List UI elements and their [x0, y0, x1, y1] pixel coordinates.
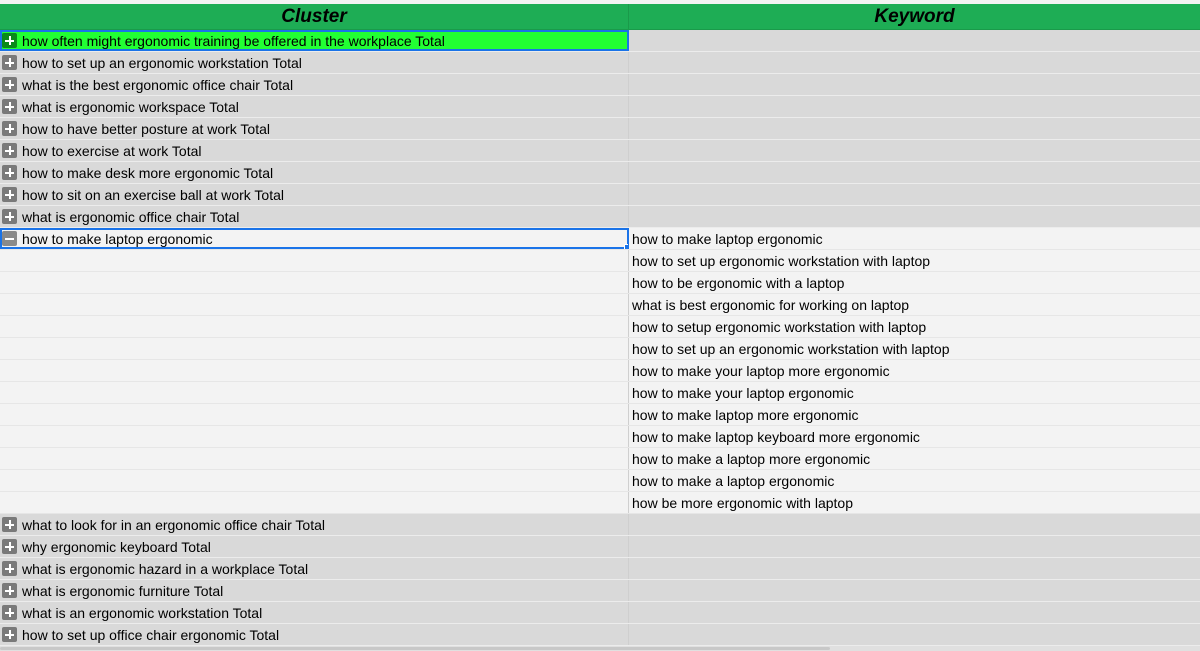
expand-group-plus-icon[interactable] [2, 605, 17, 620]
cluster-total-row [0, 74, 1200, 96]
scrollbar-thumb[interactable] [0, 647, 830, 650]
keyword-row [0, 360, 1200, 382]
keyword-cell[interactable]: how to make laptop ergonomic [632, 230, 823, 247]
expand-group-plus-icon[interactable] [2, 561, 17, 576]
keyword-cell[interactable]: how to set up an ergonomic workstation with laptop [632, 340, 950, 357]
fill-handle[interactable] [624, 244, 629, 249]
cluster-cell[interactable] [0, 558, 629, 579]
cluster-total-row [0, 52, 1200, 74]
collapse-group-minus-icon[interactable] [2, 231, 17, 246]
cluster-cell[interactable] [0, 250, 629, 271]
keyword-cell[interactable] [629, 96, 1200, 117]
cluster-cell[interactable] [0, 294, 629, 315]
cluster-cell[interactable] [0, 492, 629, 513]
cluster-label: what is the best ergonomic office chair Total [22, 76, 294, 93]
cluster-cell[interactable] [0, 228, 629, 249]
keyword-row [0, 382, 1200, 404]
keyword-cell[interactable]: what is best ergonomic for working on laptop [632, 296, 910, 313]
expand-group-plus-icon[interactable] [2, 209, 17, 224]
cluster-label: what to look for in an ergonomic office chair Total [22, 516, 325, 533]
keyword-cell[interactable]: how to be ergonomic with a laptop [632, 274, 845, 291]
cluster-total-row [0, 624, 1200, 646]
cluster-total-row [0, 162, 1200, 184]
cluster-cell[interactable] [0, 602, 629, 623]
cluster-total-row [0, 96, 1200, 118]
keyword-row [0, 250, 1200, 272]
expand-group-plus-icon[interactable] [2, 539, 17, 554]
keyword-cell[interactable] [629, 580, 1200, 601]
cluster-total-row [0, 30, 1200, 52]
cluster-cell[interactable] [0, 404, 629, 425]
keyword-cell[interactable] [629, 52, 1200, 73]
cluster-label: how often might ergonomic training be offered in the workplace Total [22, 32, 445, 49]
keyword-cell[interactable] [629, 536, 1200, 557]
cluster-total-row [0, 558, 1200, 580]
cluster-cell[interactable] [0, 316, 629, 337]
cluster-cell[interactable] [0, 382, 629, 403]
header-row [0, 4, 1200, 30]
keyword-cell[interactable] [629, 624, 1200, 645]
cluster-label: what is an ergonomic workstation Total [22, 604, 263, 621]
cluster-total-row [0, 206, 1200, 228]
cluster-total-row [0, 184, 1200, 206]
keyword-cell[interactable]: how to make your laptop ergonomic [632, 384, 854, 401]
cluster-cell[interactable] [0, 184, 629, 205]
keyword-cell[interactable]: how to make your laptop more ergonomic [632, 362, 890, 379]
cluster-label: what is ergonomic office chair Total [22, 208, 240, 225]
cluster-total-row [0, 602, 1200, 624]
cluster-label: how to make desk more ergonomic Total [22, 164, 274, 181]
keyword-row [0, 316, 1200, 338]
cluster-cell[interactable] [0, 118, 629, 139]
expand-group-plus-icon[interactable] [2, 33, 17, 48]
expand-group-plus-icon[interactable] [2, 187, 17, 202]
keyword-cell[interactable] [629, 30, 1200, 51]
cluster-label: what is ergonomic workspace Total [22, 98, 239, 115]
keyword-cell[interactable]: how to make laptop more ergonomic [632, 406, 859, 423]
expand-group-plus-icon[interactable] [2, 517, 17, 532]
cluster-total-row [0, 536, 1200, 558]
column-header-keyword[interactable]: Keyword [874, 5, 955, 27]
keyword-cell[interactable]: how to make laptop keyboard more ergonomic [632, 428, 920, 445]
cluster-total-row [0, 580, 1200, 602]
cluster-cell[interactable] [0, 52, 629, 73]
cluster-cell[interactable] [0, 580, 629, 601]
cluster-label: how to set up office chair ergonomic Total [22, 626, 280, 643]
keyword-row [0, 448, 1200, 470]
cluster-total-row [0, 118, 1200, 140]
cluster-cell[interactable] [0, 162, 629, 183]
keyword-row [0, 404, 1200, 426]
data-rows [0, 30, 1200, 646]
cluster-cell[interactable] [0, 360, 629, 381]
expand-group-plus-icon[interactable] [2, 143, 17, 158]
column-header-cluster[interactable]: Cluster [0, 4, 629, 29]
cluster-cell[interactable] [0, 74, 629, 95]
cluster-cell[interactable] [0, 536, 629, 557]
cluster-label: how to exercise at work Total [22, 142, 202, 159]
cluster-total-row [0, 140, 1200, 162]
cluster-cell[interactable] [0, 96, 629, 117]
keyword-cell[interactable] [629, 514, 1200, 535]
expanded-group-row [0, 228, 1200, 250]
cluster-cell[interactable] [0, 140, 629, 161]
keyword-row [0, 470, 1200, 492]
keyword-cell[interactable] [629, 206, 1200, 227]
cluster-label: how to have better posture at work Total [22, 120, 270, 137]
cluster-label: how to make laptop ergonomic [22, 230, 213, 247]
cluster-cell[interactable] [0, 470, 629, 491]
keyword-cell[interactable]: how to make a laptop more ergonomic [632, 450, 871, 467]
expand-group-plus-icon[interactable] [2, 165, 17, 180]
keyword-cell[interactable] [629, 162, 1200, 183]
spreadsheet-grid [0, 4, 1200, 646]
keyword-cell[interactable]: how to make a laptop ergonomic [632, 472, 835, 489]
keyword-row [0, 426, 1200, 448]
cluster-cell[interactable] [0, 514, 629, 535]
cluster-total-row [0, 514, 1200, 536]
keyword-row [0, 492, 1200, 514]
expand-group-plus-icon[interactable] [2, 55, 17, 70]
keyword-row [0, 272, 1200, 294]
cluster-label: what is ergonomic hazard in a workplace Total [22, 560, 309, 577]
cluster-cell[interactable] [0, 272, 629, 293]
cluster-cell[interactable] [0, 206, 629, 227]
cluster-label: why ergonomic keyboard Total [22, 538, 211, 555]
keyword-row [0, 294, 1200, 316]
cluster-cell[interactable] [0, 624, 629, 645]
keyword-cell[interactable] [629, 118, 1200, 139]
cluster-label: how to sit on an exercise ball at work Total [22, 186, 284, 203]
expand-group-plus-icon[interactable] [2, 627, 17, 642]
keyword-cell[interactable] [629, 74, 1200, 95]
keyword-cell[interactable] [629, 602, 1200, 623]
keyword-cell[interactable] [629, 558, 1200, 579]
keyword-cell[interactable]: how to setup ergonomic workstation with laptop [632, 318, 927, 335]
keyword-cell[interactable] [629, 184, 1200, 205]
keyword-cell[interactable]: how be more ergonomic with laptop [632, 494, 854, 511]
expand-group-plus-icon[interactable] [2, 99, 17, 114]
cluster-label: how to set up an ergonomic workstation Total [22, 54, 302, 71]
cluster-cell[interactable] [0, 30, 629, 51]
keyword-row [0, 338, 1200, 360]
cluster-label: what is ergonomic furniture Total [22, 582, 224, 599]
cluster-cell[interactable] [0, 426, 629, 447]
cluster-cell[interactable] [0, 448, 629, 469]
expand-group-plus-icon[interactable] [2, 121, 17, 136]
expand-group-plus-icon[interactable] [2, 77, 17, 92]
expand-group-plus-icon[interactable] [2, 583, 17, 598]
keyword-cell[interactable]: how to set up ergonomic workstation with laptop [632, 252, 931, 269]
keyword-cell[interactable] [629, 140, 1200, 161]
cluster-cell[interactable] [0, 338, 629, 359]
horizontal-scrollbar[interactable] [0, 646, 1200, 651]
